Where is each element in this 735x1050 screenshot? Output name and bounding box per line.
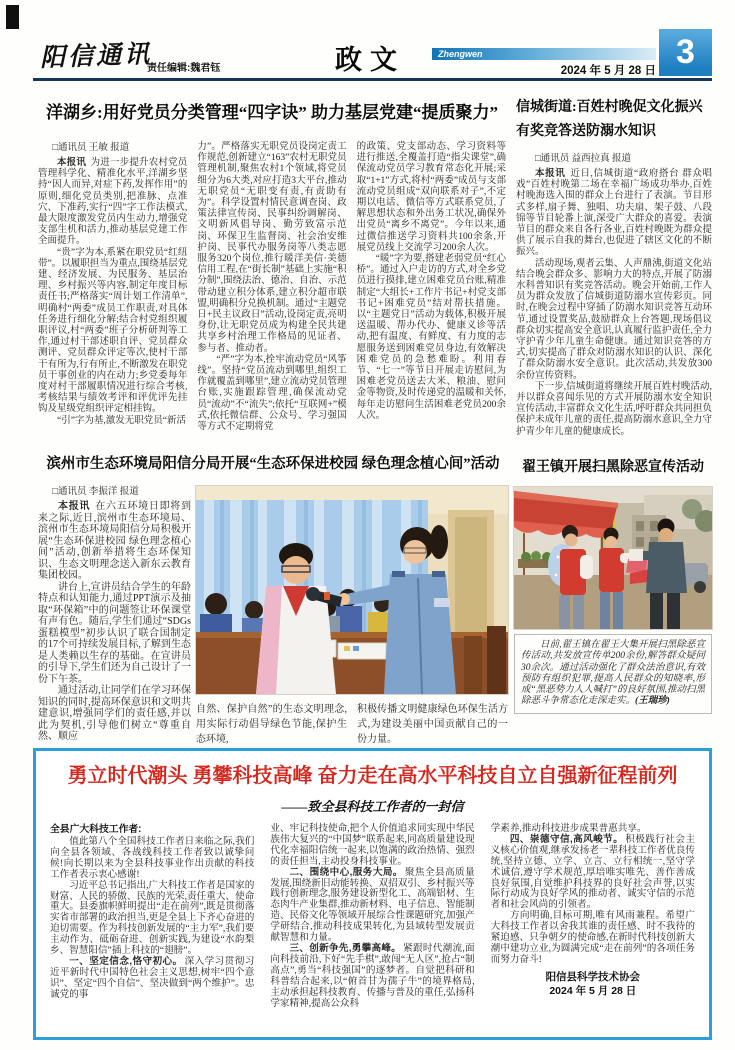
title-line-2: 有奖竞答送防溺水知识 — [516, 124, 656, 139]
classroom-photo — [196, 486, 508, 694]
paragraph: “贵”字为本,系紧在职党员“红纽带”。以履职担当为重点,围绕基层党建、经济发展、为民服务、基层治理、乡村振兴等内容,制定年度目标责任书;严格落实“周计划工作清单”,明确村“两委”成员工作职责,对具体任务进行细化分解;结合村党组织履职评议,村“两委”班子分析研判等工作,通过村干部述职自评、党员群众测评、党员群众评定等次,使村干部干有所为,行有所止,不断激发在职党员干事创业的内在动力;乡党委每年度对村干部履职情况进行综合考核,考核结果与绩效考评和评优评先挂钩及星级党组织评定相挂钩。 — [38, 247, 188, 415]
article-columns — [38, 142, 506, 433]
paragraph: 值此第八个全国科技工作者日来临之际,我们向全县各领域、各战线科技工作者致以诚挚问候!向长期以来为全县科技事业作出贡献的科技工作者表示衷心感谢! — [50, 836, 255, 880]
article-title: 滨州市生态环境局阳信分局开展“生态环保进校园 绿色理念植心间”活动 — [46, 456, 500, 472]
paragraph: “严”字为本,拴牢流动党员“风筝线”。坚持“党员流动到哪里,组织工作就覆盖到哪里”,建立流动党员管理台账,实施跟踪管理,确保流动党员“流动”不“流失”;依托“互联网+”模式,依托微信群、公众号、学习强国等方式不定期将党 — [197, 354, 347, 433]
byline: □通讯员 李振洋 报道 — [52, 487, 139, 497]
column-1 — [50, 824, 254, 1009]
registration-mark — [6, 5, 19, 29]
desk — [196, 632, 508, 694]
paragraph: 三、创新争先,勇攀高峰。 紧跟时代潮流,面向科技前沿,下好“先手棋”,敢闯“无人区”,抢占“制高点”,勇当“科技强国”的逐梦者。自觉把科研和科普结合起来,以“俯首甘为孺子牛”的境界格局,主动承担起科技教育、传播与普及的重任,弘扬科学家精神,提高公众科 — [270, 942, 475, 1009]
paragraph: 业、牢记科技使命,把个人价值追求同实现中华民族伟大复兴的“中国梦”联系起来,同高质量建设现代化幸福阳信统一起来,以饱满的政治热情、强烈的责任担当,主动投身科技事业。 — [270, 823, 475, 867]
column-text — [357, 142, 506, 422]
paragraph: 四、崇德守信,高风峻节。 积极践行社会主义核心价值观,继承发扬老一辈科技工作者优良传统,坚持立德、立学、立言、立行相统一,坚守学术诚信,遵守学术规范,厚培唯实唯先、善作善成良好氛围,自觉维护科技界的良好社会声誉,以实际行动成为良好学风的推动者、诚实守信的示范者和社会风尚的引领者。 — [490, 833, 695, 911]
caption-text: 日前,翟王镇在翟王大集开展扫黑除恶宣传活动,共发放宣传单200余份,解答群众疑问30余次。通过活动强化了群众法治意识,有效预防有组织犯罪,提高人民群众的知晓率,形成“黑恶势力人人喊打”的良好氛围,推动扫黑除恶斗争常态化走深走实。 — [521, 640, 705, 707]
paragraph: “引”字为基,激发无职党员“新活 — [57, 415, 187, 426]
paragraph: 一、坚定信念,恪守初心。 深入学习贯彻习近平新时代中国特色社会主义思想,树牢“四个意识”、坚定“四个自信”、坚决做到“两个维护”。忠诚党的事 — [50, 955, 255, 1000]
paragraph: 学素养,推动科技进步成果普惠共享。 — [490, 823, 647, 834]
article-title: 翟王镇开展扫黑除恶宣传活动 — [522, 460, 704, 475]
paragraph: 讲台上,宣讲员结合学生的年龄特点和认知能力,通过PPT演示及抽取“环保箱”中的问题签让环保课堂有声有色。随后,学生们通过“SDGs蛋糕模型”初步认识了联合国制定的17个可持续发展目标,了解到生态是人类赖以生存的基础。在宣讲员的引导下,学生们还为自己设计了一份下午茶。 — [38, 581, 191, 685]
header-rule — [33, 78, 712, 81]
paragraph: 活动现场,观者云集、人声鼎沸,街道文化站结合晚会群众多、影响力大的特点,开展了防溺水科普知识有奖竞答活动。晚会开始前,工作人员为群众发放了信城街道防溺水宣传彩页。同时,在晚会过程中穿插了防溺水知识竞答互动环节,通过设置奖品,鼓励群众上台答题,现场倡议群众切实提高安全意识,认真履行监护责任,全力守护青少年儿童生命健康。通过知识竞答的方式,切实提高了群众对防溺水知识的认识、深化了群众防溺水安全意识。此次活动,共发放300余份宣传资料。 — [516, 258, 712, 381]
page-number-badge: 3 — [659, 29, 712, 76]
signature-org: 阳信县科学技术协会 — [545, 970, 641, 983]
paragraph: 二、围绕中心,服务大局。 聚焦全县高质量发展,围绕新旧动能转换、双招双引、乡村振兴等践行创新理念,服务建设新型化工、高端铝材、生态肉牛产业集群,推动新材料、电子信息、智能制造、民俗文化等领域开展综合性课题研究,加强产学研结合,推动科技成果转化,为县域转型发展贡献智慧和力量。 — [270, 866, 475, 944]
column-text — [491, 824, 695, 966]
column-3 — [357, 142, 506, 433]
letter-columns — [50, 824, 695, 1009]
letter-title: 勇立时代潮头 勇攀科技高峰 奋力走在高水平科技自立自强新征程前列 — [67, 765, 678, 787]
article-body — [38, 486, 508, 792]
article-title — [516, 96, 712, 144]
column-text — [50, 837, 254, 1001]
column-1 — [38, 142, 187, 433]
signature-block — [491, 970, 695, 998]
column-2 — [270, 824, 474, 1009]
article-xincheng-village-night — [516, 96, 712, 438]
byline: □通讯员 益西拉真 报道 — [535, 154, 631, 164]
article-zhaiwang-anticrime — [514, 456, 712, 714]
salutation: 全县广大科技工作者: — [50, 824, 142, 835]
paragraph: “暖”字为要,搭建老弱党员“红心桥”。通过入户走访的方式,对全乡党员进行摸排,建立困难党员台账,精准制定“大组长+工作片书记+村党支部书记+困难党员”结对帮扶措施。以“主题党日”活动为载体,积极开展送温暖、帮办代办、健康义诊等活动,把有温度、有鲜度、有力度的志愿服务送到困难党员身边,有效解决困难党员的急愁难盼。利用春节、“七一”等节日开展走访慰问,为困难老党员送去大米、粮油、慰问金等物资,及时传递党的温暖和关怀,每年走访慰问生活困难老党员200余人次。 — [356, 253, 506, 421]
masthead-title: 阳信通讯 — [39, 39, 153, 72]
signature-date: 2024 年 5 月 28 日 — [549, 984, 637, 997]
paragraph: 积极传播文明健康绿色环保生活方式,为建设美丽中国贡献自己的一份力量。 — [357, 704, 508, 745]
paragraph: 本报讯 为进一步提升农村党员管理科学化、精准化水平,洋湖乡坚持“因人而异,对症下药,发挥作用”的原则,细化党员类别,把准脉、点准穴、下准药,实行“四”字工作法模式,最大限度激发党员内生动力,增强党支部生机和活力,推动基层党建工作全面提升。 — [38, 156, 188, 247]
title-line-1: 信城街道:百姓村晚促文化振兴 — [516, 100, 703, 115]
column-text — [270, 824, 474, 1009]
paragraph: 下一步,信城街道将继续开展百姓村晚活动,并以群众喜闻乐见的方式开展防溺水安全知识宣传活动,丰富群众文化生活,呼吁群众共同担负保护未成年儿童的责任,提高防溺水意识,全力守护青少年儿童的健康成长。 — [516, 381, 712, 437]
paragraph: 力”。严格落实无职党员设岗定责工作规范,创新建立“163”农村无职党员管理机制,聚焦农村1个领域,将党员细分为6大类,对应打造3大平台,推动无职党员“无职变有责,有责助有为”。科学设置村情民意调查岗、政策法律宣传岗、民事纠纷调解岗、文明新风倡导岗、勤劳致富示范岗、环保卫生监督岗、社会治安维护岗、民事代办服务岗等八类志愿服务320个岗位,推行暖洋美信·美德信用工程,在“街长制”基础上实施“积分制”,围绕法治、德治、自治、示范带动建立积分体系,建立积分超市联盟,明确积分兑换机制。通过“主题党日+民主议政日”活动,设岗定责,亮明身份,让无职党员成为构建全民共建共享乡村治理工作格局的见证者、参与者、推动者。 — [197, 141, 347, 354]
editor-credit: 责任编辑:魏君钰 — [147, 63, 221, 74]
paragraph: 本报讯 近日,信城街道“政府搭台 群众唱戏”百姓村晚第二场在幸福广场成功举办,百姓村晚海选入围的群众上台进行了表演。节目形式多样,扇子舞、独唱、功夫扇、架子鼓、八段锦等节目轮番上演,深受广大群众的喜爱。表演节目的群众来自各行各业,百姓村晚既为群众提供了展示自我的舞台,也促进了辖区文化的不断振兴。 — [516, 168, 712, 258]
letter-subtitle: ——致全县科技工作者的一封信 — [281, 799, 464, 814]
paragraph: 习近平总书记指出,广大科技工作者是国家的财富、人民的骄傲、民族的光荣,责任重大、使命重大。县委旗帜鲜明提出“走在前列”,既是贯彻落实省市部署的政治担当,更是全县上下齐心奋进的迫切需要。作为科技创新发展的“主力军”,我们要主动作为、砥砺奋进、创新实践,为建设“水韵梨乡、智慧阳信”插上科技的“翅膀”。 — [50, 879, 255, 957]
column-2 — [197, 142, 346, 433]
column-text — [516, 168, 712, 438]
issue-date: 2024 年 5 月 28 日 — [560, 65, 656, 77]
article-science-letter — [33, 748, 712, 1040]
article-yanghu-party — [38, 92, 506, 433]
byline: □通讯员 王敏 报道 — [52, 142, 130, 153]
paragraph: 的政策、党支部动态、学习资料等进行推送,全覆盖打造“指尖课堂”,确保流动党员学习教育常态化开展;采取“1+1”方式,将村“两委”成员与支部流动党员组成“双向联系对子”,不定期以电话、微信等方式联系党员,了解思想状态和外出务工状况,确保外出党员“离乡不离党”。今年以来,通过微信推送学习资料共100余条,开展党员线上交流学习200余人次。 — [356, 141, 506, 253]
column-1 — [38, 486, 191, 743]
column-text — [197, 142, 346, 433]
column-text — [38, 501, 191, 743]
section-title: 政文 — [335, 45, 405, 75]
continuation-1 — [196, 702, 347, 747]
paragraph: 方向明确,目标可期,唯有风雨兼程。希望广大科技工作者以舍我其谁的责任感、时不我待的紧迫感、只争朝夕的使命感,在新时代科技创新大潮中建功立业,为圆满完成“走在前列”的各项任务而努力奋斗! — [490, 910, 695, 965]
caption-author: (王瑞珍) — [635, 696, 670, 707]
photo-caption — [514, 634, 712, 714]
section-pinyin-band — [432, 48, 656, 60]
paragraph: 通过活动,让同学们在学习环保知识的同时,提高环保意识和文明共建意识,增强同学们的责任感,并以此为契机,引导他们树立“尊重自然、顺应 — [38, 685, 191, 742]
paragraph: 本报讯 在六五环境日即将到来之际,近日,滨州市生态环境局、滨州市生态环境局阳信分局积极开展“生态环保进校园 绿色理念植心间”活动,创新举措将生态环保知识、生态文明理念送入新东云教育集团校园。 — [38, 501, 191, 581]
continuation-columns — [196, 702, 508, 747]
section-pinyin: Zhengwen — [438, 49, 483, 59]
article-eco-school — [38, 452, 508, 792]
article-title: 洋湖乡:用好党员分类管理“四字诀” 助力基层党建“提质聚力” — [46, 103, 498, 122]
paragraph: 自然、保护自然”的生态文明理念,用实际行动倡导绿色节能,保护生态环境, — [196, 704, 347, 745]
column-3 — [491, 824, 695, 1009]
continuation-2 — [357, 702, 508, 747]
market-photo — [514, 487, 712, 629]
column-text — [38, 157, 187, 427]
door-frame — [448, 510, 494, 634]
